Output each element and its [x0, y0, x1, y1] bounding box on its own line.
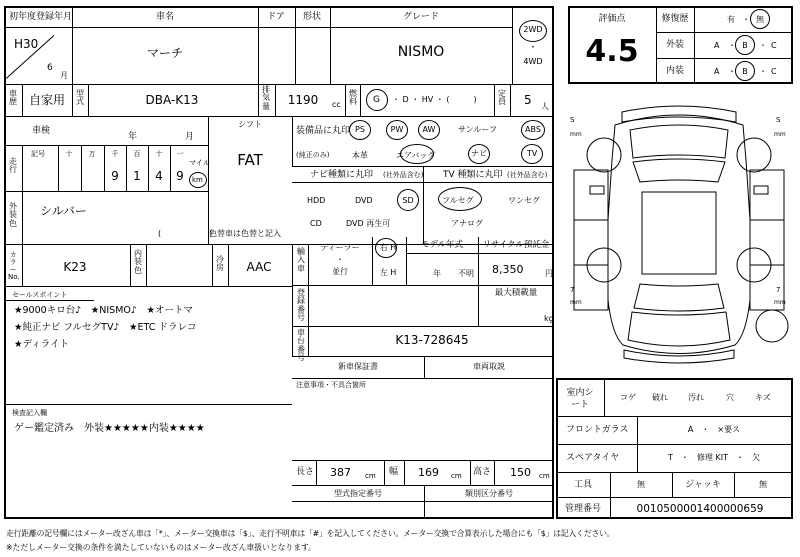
mgmt-value: 0010500001400000659	[636, 503, 764, 515]
car-spare-wheel	[756, 310, 788, 342]
equip-navi: ナビ	[471, 149, 487, 158]
recycle-unit: 円	[545, 269, 553, 278]
sales-point-line-2: ★ディライト	[14, 339, 69, 350]
car-rear-bumper	[624, 350, 734, 363]
repair-sep: ・	[742, 15, 750, 24]
reg-era-year: H30	[14, 37, 39, 51]
car-mirror-right	[754, 186, 768, 194]
sales-point-label: セールスポイント	[12, 291, 68, 299]
seat-item-2: 汚れ	[688, 393, 704, 402]
car-trunk	[628, 312, 730, 346]
handle-left: 左 H	[379, 268, 397, 277]
usage-value: 自家用	[28, 93, 66, 107]
seat-label: 室内シート	[566, 388, 594, 410]
drive-4wd: 4WD	[523, 57, 543, 66]
equip-pw: PW	[390, 125, 404, 134]
displacement-value: 1190	[287, 93, 319, 107]
shift-label: シフト	[238, 120, 262, 129]
mileage-digit-label-0: 十	[65, 150, 73, 158]
car-wheel-front-left	[587, 138, 621, 172]
jack-value: 無	[759, 480, 767, 489]
evaluation-label: 評価点	[598, 14, 626, 24]
mileage-digit-2: 9	[111, 169, 119, 183]
reg-month: 6	[47, 63, 53, 73]
diagram-mm-bl: mm	[570, 299, 582, 306]
handle-right: 右 H	[379, 243, 397, 252]
car-body-outline	[608, 115, 750, 354]
color-value: シルバー	[40, 204, 87, 218]
diagram-mm-tl: mm	[570, 131, 582, 138]
mileage-record-label: 記号	[31, 150, 45, 158]
color-note: 色替車は色替と記入	[209, 229, 281, 238]
tv-fullseg: フルセグ	[442, 196, 474, 205]
dims-length-unit: cm	[365, 472, 376, 480]
model-value: DBA-K13	[145, 93, 199, 107]
seat-item-4: キズ	[755, 393, 771, 402]
equip-label: 装備品に丸印	[296, 126, 351, 136]
diagram-7-br: 7	[776, 286, 781, 294]
warranty-label: 新車保証書	[338, 362, 378, 371]
interior-a: A	[714, 67, 720, 76]
type-no-label: 型式指定番号	[334, 489, 382, 498]
door-label: ドア	[267, 12, 285, 22]
car-left-side	[574, 170, 608, 310]
mgmt-label: 管理番号	[564, 504, 602, 514]
tools-label: 工具	[573, 480, 593, 490]
dims-width-label: 幅	[389, 467, 399, 477]
dims-width-unit: cm	[451, 472, 462, 480]
equip-aw: AW	[422, 125, 436, 134]
car-rear-glass	[634, 284, 724, 311]
color-label: 外装色	[9, 202, 17, 228]
name-value: マーチ	[146, 46, 184, 60]
car-roof	[642, 192, 716, 274]
tools-value: 無	[637, 480, 645, 489]
reg-label: 初年度登録年月	[9, 12, 73, 22]
tv-type-label: TV 種類に丸印	[443, 170, 503, 180]
mileage-digit-label-3: 百	[133, 150, 141, 158]
shape-label: 形状	[302, 12, 322, 22]
cooler-value: AAC	[246, 260, 272, 274]
navi-type-sub: (社外品含む)	[383, 171, 424, 179]
fuel-rest: ・ D ・ HV ・ ( )	[392, 95, 477, 104]
usage-label: 車歴	[9, 89, 17, 107]
mileage-digit-5: 9	[176, 169, 184, 183]
mileage-label: 走行	[9, 157, 17, 175]
equip-abs: ABS	[525, 125, 541, 134]
interior-dot1: ・	[728, 67, 736, 76]
seat-item-1: 破れ	[652, 393, 668, 402]
equip-ps: PS	[355, 125, 365, 134]
dims-height-unit: cm	[539, 472, 550, 480]
exterior-label: 外装	[665, 40, 685, 50]
recycle-value: 8,350	[492, 263, 524, 276]
navi-dvd: DVD	[355, 196, 373, 205]
drive-2wd: 2WD	[523, 25, 543, 34]
model-year-unknown: 不明	[458, 269, 474, 278]
capacity-label: 定員	[498, 89, 506, 107]
dims-height: 150	[510, 466, 531, 479]
mileage-digit-label-4: 十	[155, 150, 163, 158]
footer-line-1: 走行距離の記号欄にはメーター改ざん車は「*」、メーター交換車は「$」、走行不明車は「#」を記入してください。メーター交換で合算表示した場合にも「$」は記入ください。	[6, 529, 615, 538]
mileage-digit-3: 1	[133, 169, 141, 183]
footer-line-2: ※ただしメーター交換の条件を満たしていないものはメーター改ざん車扱いとなります。	[6, 543, 316, 552]
equip-tv: TV	[526, 149, 538, 158]
car-front-bumper	[622, 106, 736, 122]
diagram-s-tl: S	[570, 116, 575, 124]
mileage-digit-4: 4	[155, 169, 163, 183]
navi-dvd-play: DVD 再生可	[346, 219, 391, 228]
exterior-dot2: ・	[759, 41, 767, 50]
inspection-month: 月	[185, 132, 195, 142]
navi-sd: SD	[402, 196, 414, 205]
seat-item-0: コゲ	[620, 393, 636, 402]
inspection-year: 年	[128, 132, 138, 142]
sales-point-line-1: ★純正ナビ フルセグTV♪ ★ETC ドラレコ	[14, 322, 197, 333]
diagram-7-bl: 7	[570, 286, 575, 294]
spare-value: T ・ 修理 KIT ・ 欠	[668, 453, 760, 462]
interior-b: B	[742, 67, 748, 76]
manual-label: 車両取説	[473, 362, 505, 371]
grade-value: NISMO	[397, 44, 445, 60]
name-label: 車名	[155, 12, 175, 22]
equip-airbag: エアバッグ	[396, 151, 436, 160]
model-label: 型式	[76, 89, 84, 107]
color-paren: ( )	[158, 229, 213, 238]
interior-c: C	[771, 67, 777, 76]
jack-label: ジャッキ	[685, 480, 721, 490]
seat-item-3: 穴	[726, 393, 734, 402]
dims-width: 169	[418, 466, 439, 479]
navi-hdd: HDD	[307, 196, 326, 205]
fuel-label: 燃料	[349, 89, 357, 107]
repair-yes: 有	[727, 15, 735, 24]
notice-label: 注意事項・不具合箇所	[296, 381, 366, 389]
sales-point-line-0: ★9000キロ台♪ ★NISMO♪ ★オートマ	[14, 305, 193, 316]
inspector-label: 検査記入欄	[12, 409, 47, 417]
diagram-s-tr: S	[776, 116, 781, 124]
mileage-unit-mile: マイル	[189, 159, 210, 167]
car-mirror-left	[590, 186, 604, 194]
equip-sunroof: サンルーフ	[458, 125, 497, 134]
inspection-label: 車検	[32, 126, 51, 136]
model-year-unit: 年	[433, 269, 441, 278]
dims-length: 387	[330, 466, 351, 479]
import-dealer: ディーラー	[320, 243, 360, 252]
capacity-unit: 人	[541, 102, 549, 111]
model-year-label: モデル年式	[420, 240, 464, 250]
car-wheel-front-right	[737, 138, 771, 172]
chassis-label: 車台番号	[297, 328, 305, 363]
equip-sub: (純正のみ)	[296, 151, 330, 159]
exterior-a: A	[714, 41, 720, 50]
mileage-digit-label-1: 万	[88, 150, 96, 158]
tv-analog: アナログ	[451, 219, 483, 228]
equip-leather: 本革	[352, 151, 368, 160]
grade-label: グレード	[402, 12, 440, 22]
fuel-g: G	[373, 95, 380, 105]
color-no-label: カラーNo.	[8, 251, 20, 282]
cooler-label: 冷房	[216, 255, 224, 273]
import-label: 輸入車	[297, 247, 305, 273]
car-diagram	[560, 100, 798, 370]
chassis-value: K13-728645	[395, 333, 469, 347]
max-load-label: 最大積載量	[494, 288, 538, 298]
spare-label: スペアタイヤ	[566, 453, 620, 463]
mileage-digit-label-5: 一	[176, 150, 184, 158]
diagram-mm-tr: mm	[774, 131, 786, 138]
int-color-label: 内装色	[134, 249, 142, 275]
repair-label: 修復歴	[661, 14, 689, 24]
registration-label: 登録番号	[297, 288, 305, 323]
class-no-label: 類別区分番号	[465, 489, 513, 498]
max-load-unit: kg	[544, 314, 554, 323]
mileage-unit-km: km	[192, 176, 203, 184]
recycle-label: リサイクル預託金	[482, 240, 550, 250]
mileage-digit-label-2: 千	[111, 150, 119, 158]
shift-value: FAT	[237, 151, 263, 169]
navi-type-label: ナビ種類に丸印	[310, 170, 374, 180]
inspector-value: ゲー鑑定済み 外装★★★★★内装★★★★	[14, 423, 205, 434]
tv-type-sub: (社外品含む)	[507, 171, 548, 179]
evaluation-score: 4.5	[585, 34, 639, 69]
interior-dot2: ・	[759, 67, 767, 76]
reg-month-unit: 月	[60, 71, 68, 80]
dims-length-label: 長さ	[296, 467, 315, 477]
color-no-value: K23	[63, 260, 87, 274]
car-windshield	[633, 159, 725, 182]
exterior-c: C	[771, 41, 777, 50]
exterior-b: B	[742, 41, 748, 50]
tv-oneseg: ワンセグ	[508, 196, 540, 205]
navi-cd: CD	[310, 219, 322, 228]
repair-no: 無	[756, 15, 764, 24]
import-parallel: 並行	[332, 267, 348, 276]
interior-label: 内装	[665, 66, 685, 76]
exterior-dot1: ・	[728, 41, 736, 50]
windshield-label: フロントガラス	[566, 425, 629, 435]
diagram-mm-br: mm	[774, 299, 786, 306]
displacement-unit: cc	[332, 100, 341, 109]
capacity-value: 5	[524, 93, 532, 107]
dims-height-label: 高さ	[473, 467, 492, 477]
import-dot: ・	[336, 255, 344, 264]
windshield-value: A ・ ×要ス	[687, 425, 741, 434]
drive-dot: ・	[528, 43, 538, 53]
displacement-label: 排気量	[262, 85, 270, 111]
car-hood	[630, 125, 728, 158]
